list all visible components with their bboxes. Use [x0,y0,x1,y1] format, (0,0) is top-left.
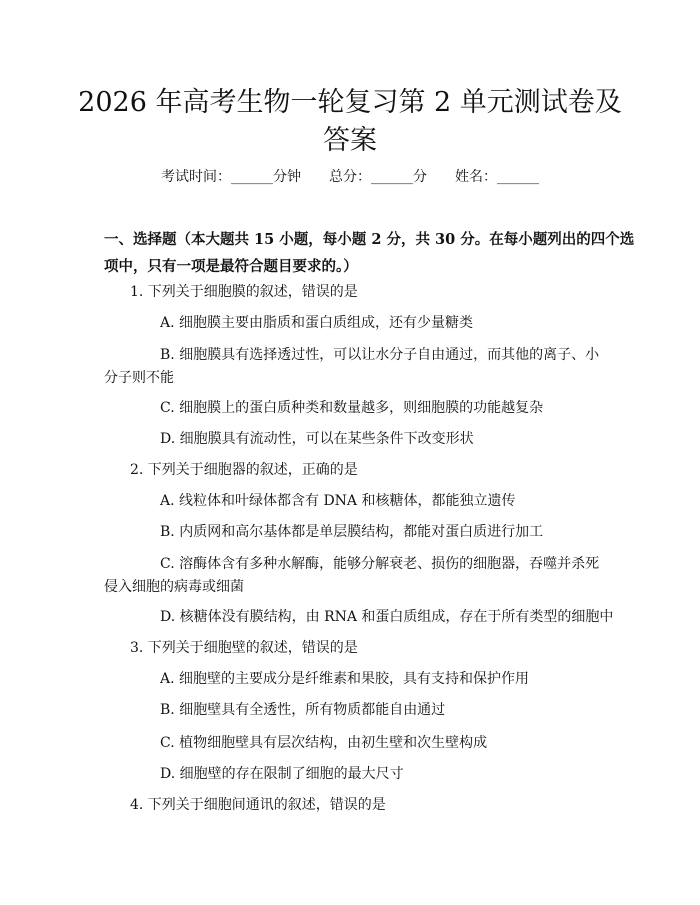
section-heading [104,226,635,280]
option: B. 内质网和高尔基体都是单层膜结构，都能对蛋白质进行加工 [160,524,544,540]
option: D. 细胞壁的存在限制了细胞的最大尺寸 [160,766,404,782]
option: B. 细胞壁具有全透性，所有物质都能自由通过 [160,702,446,718]
exam-time-field: 考试时间：______分钟 [161,169,301,185]
option: C. 溶酶体含有多种水解酶，能够分解衰老、损伤的细胞器，吞噬并杀死 [160,556,600,572]
option: B. 细胞膜具有选择透过性，可以让水分子自由通过，而其他的离子、小 [160,347,600,363]
question-stem: 4. 下列关于细胞间通讯的叙述，错误的是 [130,797,386,813]
section-heading-line-1: 一、选择题（本大题共 15 小题，每小题 2 分，共 30 分。在每小题列出的四个选 [104,231,635,248]
option: C. 植物细胞壁具有层次结构，由初生壁和次生壁构成 [160,735,488,751]
option-continuation: 侵入细胞的病毒或细菌 [104,579,244,595]
option: D. 细胞膜具有流动性，可以在某些条件下改变形状 [160,431,474,447]
option: A. 细胞壁的主要成分是纤维素和果胶，具有支持和保护作用 [160,671,530,687]
question-stem: 2. 下列关于细胞器的叙述，正确的是 [130,462,358,478]
question-stem: 3. 下列关于细胞壁的叙述，错误的是 [130,640,358,656]
option: D. 核糖体没有膜结构，由 RNA 和蛋白质组成，存在于所有类型的细胞中 [160,609,614,625]
option-continuation: 分子则不能 [104,370,174,386]
title-line-1: 2026 年高考生物一轮复习第 2 单元测试卷及 [78,87,622,118]
option: A. 细胞膜主要由脂质和蛋白质组成，还有少量糖类 [160,315,474,331]
document-title [60,84,640,160]
section-heading-line-2: 项中，只有一项是最符合题目要求的。） [104,258,358,275]
question-stem: 1. 下列关于细胞膜的叙述，错误的是 [130,284,358,300]
name-field: 姓名：______ [455,169,539,185]
option: C. 细胞膜上的蛋白质种类和数量越多，则细胞膜的功能越复杂 [160,400,544,416]
total-score-field: 总分：______分 [329,169,427,185]
option: A. 线粒体和叶绿体都含有 DNA 和核糖体，都能独立遗传 [160,493,516,509]
title-line-2: 答案 [323,125,377,156]
exam-info [0,166,700,188]
